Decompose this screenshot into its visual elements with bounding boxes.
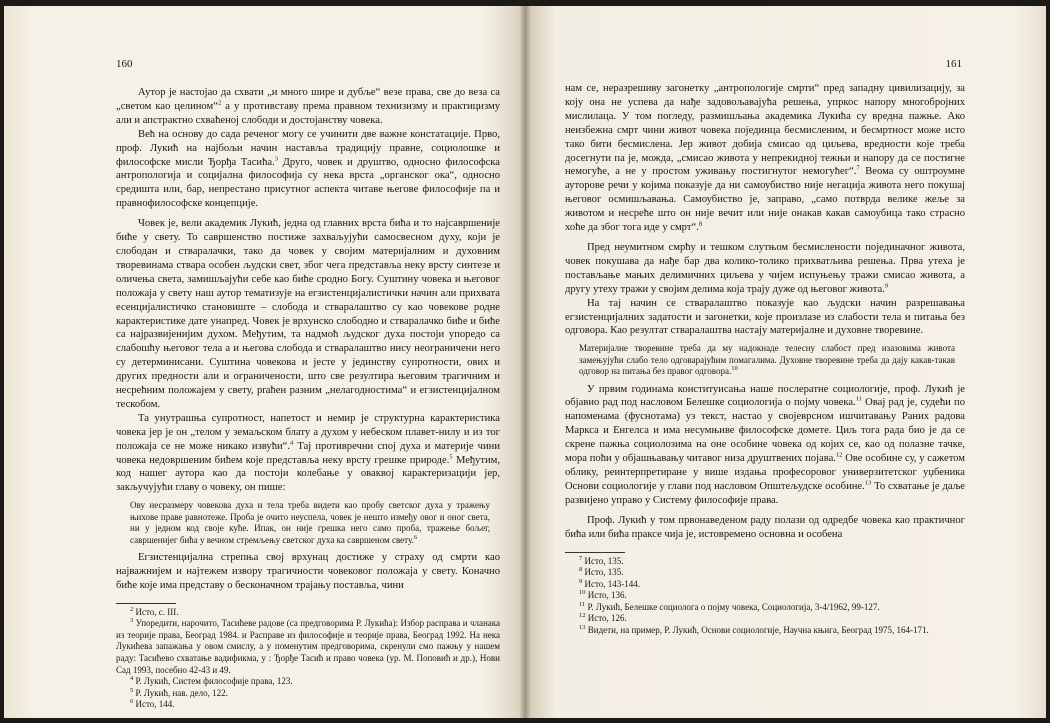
footnote-divider [116, 603, 176, 604]
footnote: $^8$ Исто, 135. [579, 566, 624, 578]
book-spread [4, 6, 1046, 718]
paragraph: Та унутрашња супротност, напетост и немир је структурна карактеристика човека јер је он „телом у земаљском блату а духом у небеском плавет-нилу и из тог положаја се не може никако извући“.$^4$ Тај противречни спој духа и материје чини човека недовршеним бићем које представља неку врсту грешке природе.$^5$ Међутим, код нашег аутора као да постоји колебање у оваквој карактеризацији јер, закључујући главу о човеку, он пише: [116, 412, 500, 494]
block-quote: Ову несразмеру човекова духа и тела треба видети као пробу светског духа у тражењу њихове праве равнотеже. Проба је очито неуспела, човек је нешто између овог и оног света, ни у једном код своје куће. Ипак, он није грешка него само проба, тражење бољег, савршенијег бића у вечном стремљењу светског духа ка савршеном свету.$^6$ [130, 500, 490, 545]
page-number-right: 161 [945, 58, 962, 70]
page-number-left: 160 [116, 58, 133, 70]
left-page [4, 6, 525, 718]
footnote: $^9$ Исто, 143-144. [579, 577, 641, 589]
footnote: $^7$ Исто, 135. [579, 554, 624, 566]
paragraph: нам се, неразрешиву загонетку „антропологије смрти“ пред западну цивилизацију, за коју она не успева да нађе задовољавајућа решења, упркос напору многобројних мислилаца. У том погледу, размишљања академика Лукића су вредна пажње. Ако неизбежна смрт чини живот човека појединца бесмисленим, и бесмртност може исто тако бити бесмислена. Јер живот добија смисао од циљева, вредности које треба досегнути па је, можда, „смисао живота у непрекидној тежњи и напору да се постигне немогуће, а не у простом уживању постигнутог немогућег“.$^7$ Веома су оштроумне ауторове речи у којима показује да ни самоубиство није негација живота него покушај његовог осмишљавања. Самоубиство је, заправо, „само потврда велике жеље за животом и несреће што он није вечит или није онакав какав самоубица тако страсно хоће да због тога иде у смрт“.$^8$ [565, 83, 965, 234]
paragraph: Проф. Лукић у том првонаведеном раду полази од одредбе човека као практичног бића или бића праксе чија је, истовремено основна и особена [565, 514, 965, 540]
footnote: $^{10}$ Исто, 136. [579, 589, 627, 601]
footnote: $^{11}$ Р. Лукић, Белешке социолога о појму човека, Социологија, 3-4/1962, 99-127. [579, 600, 880, 612]
paragraph: Егзистенцијална стрепња свој врхунац достиже у страху од смрти као најважнијем и најтежем извору трагичности човековог положаја у свету. Коначно биће које има представу о бесконачном трајању постављa, чини [116, 551, 500, 591]
footnote: $^{13}$ Видети, на пример, Р. Лукић, Основи социологије, Научна књига, Београд 1975, 164-171. [579, 624, 929, 636]
footnote: $^3$ Упоредити, нарочито, Тасићеве радове (са предговорима Р. Лукића): Избор расправа и чланака из теорије права, Београд 1984. и Расправе из философије и теорије права, Београд 1992. На нека Лукићева запажања у овом смислу, а у поменутим предговорима, скренули смо пажњу у нашем раду: Тасићево схватање вадификма, у : Ђорђе Тасић и право човека (ур. М. Поповић и др.), Нови Сад 1993, посебно 42-43 и 49. [116, 617, 500, 675]
right-page-text [565, 82, 965, 637]
left-page-text [116, 86, 500, 711]
paragraph: Аутор је настојао да схвати „и много шире и дубље“ везе права, све до веза са „светом као целином“$^2$ а у противставу према правном технизизму и практицизму али и апстрактно схваћеној слободи и достојанству човека. [116, 87, 500, 126]
paragraph: Човек је, вели академик Лукић, једна од главних врста бића и то најсавршеније биће у свету. То савршенство постиже захваљујући самосвесном духу, који је слободан и стваралачки, тако да човек у својим материјалним и духовним творевинама ствара особен људски свет, због чега представља неку врсту синтезе и оличења света, замишљајући себе као биће сродно Богу. Суштину човека и његовог положаја у свету наш аутор тематизује на егзистенцијалистички начин али прихвата есенцијалистичко становиште – слобода и стваралаштво су као човекове родне карактеристике дате унапред. Човек је врхунско слободно и стваралачко биће и биће са најразвијенијим духом. Међутим, та надмоћ људског духа постоји упоредо са слабошћу његовог тела а и његова слобода и стваралаштво нису неограничени него су детерминисани. Суштина човекова и јесте у јединству супротности, ових и других предности али и ограничености, што све резултира његовим трагичним и несрећним положајем у свету, praћен разним „нелагодностима“ и егзистенцијалном тескобом. [116, 218, 500, 410]
paragraph: У првим годинама конституисања наше послератне социологије, проф. Лукић је објавио рад под насловом Белешке социологија о појму човека.$^{11}$ Овај рад је, судећи по напоменама (фуснотама) уз текст, настао у својеврсном ишчитавању Раних радова Маркса и Енгелса и има несумњиве философске домете. Циљ тога рада био је да се скрене пажња социолозима на оне особине човека од којих се, као од полазне тачке, мора поћи у објашњавању читавог низа друштвених појава.$^{12}$ Ове особине су, у сажетом облику, реинтерпретиране у више издања професоровог универзитетског уџбеника Основи социологије у глави под насловом Општељудске особине.$^{13}$ То схватање је даље развијено управо у Систему философије права. [565, 383, 965, 506]
footnote: $^4$ Р. Лукић, Систем философије права, 123. [130, 675, 293, 687]
footnote: $^2$ Исто, с. III. [130, 605, 179, 617]
footnote: $^6$ Исто, 144. [130, 698, 175, 710]
footnote: $^{12}$ Исто, 126. [579, 612, 627, 624]
paragraph: Пред неумитном смрћу и тешком слутњом бесмислености појединачног живота, човек покушава да нађе бар два колико-толико прихватљива решења. Прва утеха је постављање мањих делимичних циљева у чијем испуњењу тражи смисао живота, а другу утеху тражи у својим делима која трају дуже од његовог живота.$^9$ [565, 241, 965, 295]
book-gutter [519, 6, 531, 718]
paragraph: Већ на основу до сада реченог могу се учинити две важне констатације. Прво, проф. Лукић на најбољи начин наставља традицију правне, социолошке и философске мисли Ђорђа Тасића.$^3$ Друго, човек и друштво, односно философска антропологија и социјална философија су нека врста „органског ока“, односно средишта или, бар, непрестано присутног аспекта читаве његове философије па и правнофилософске концепције. [116, 128, 500, 210]
footnote: $^5$ Р. Лукић, нав. дело, 122. [130, 686, 228, 698]
paragraph: На тај начин се стваралаштво показује као људски начин разрешавања егзистенцијалних задатости и загонетки, које произлазе из слабости тела и питања без одговора. Као резултат стваралаштва настају материјалне и духовне творевине. [565, 297, 965, 337]
footnote-divider [565, 552, 625, 553]
right-page [525, 6, 1046, 718]
block-quote: Материјалне творевине треба да му надокнаде телесну слабост пред изазовима живота замењујући слабо тело одговарајућим помагалима. Духовне творевине треба да дају какав-такав одговор на питања без правог одговора.$^{10}$ [579, 343, 955, 377]
